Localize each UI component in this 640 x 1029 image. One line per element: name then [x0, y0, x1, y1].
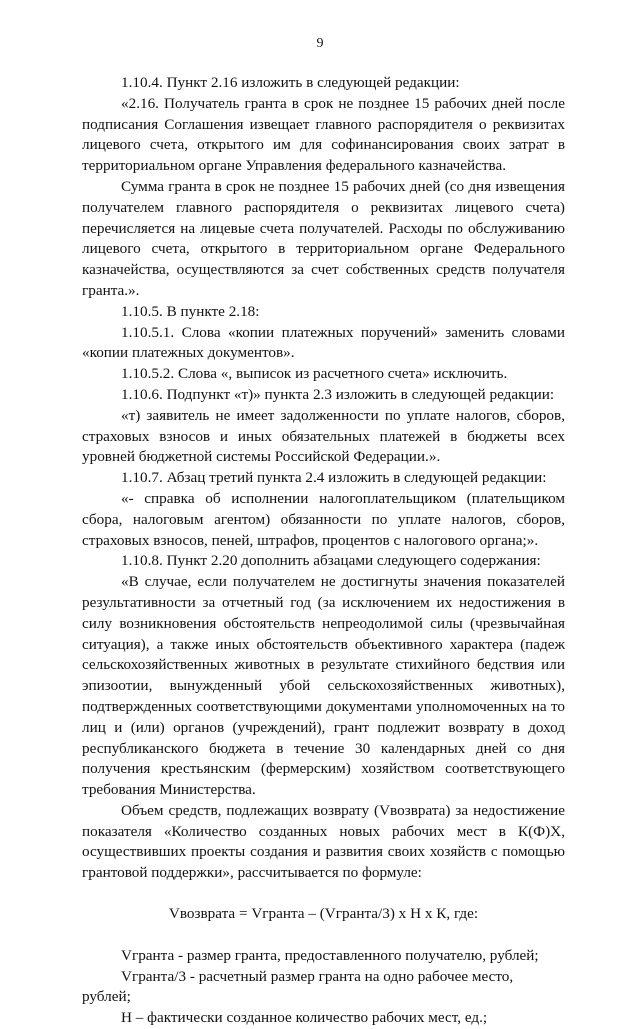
paragraph: «- справка об исполнении налогоплательщиком (плательщиком сбора, налоговым агентом) обязанности по уплате налогов, сборов, страховых взносов, пеней, штрафов, процентов с налогового органа;». [82, 489, 565, 549]
paragraph: «2.16. Получатель гранта в срок не позднее 15 рабочих дней после подписания Соглашения извещает главного распорядителя о реквизитах лицевого счета, открытого им для софинансирования своих затрат в территориальном органе Управления федерального казначейства. [82, 94, 565, 175]
document-body [82, 73, 565, 1029]
paragraph: «т) заявитель не имеет задолженности по уплате налогов, сборов, страховых взносов и иных обязательных платежей в бюджеты всех уровней бюджетной системы Российской Федерации.». [82, 406, 565, 466]
paragraph: 1.10.7. Абзац третий пункта 2.4 изложить в следующей редакции: [121, 469, 547, 487]
definition-item: Vгранта - размер гранта, предоставленного получателю, рублей; [121, 946, 539, 964]
paragraph: Сумма гранта в срок не позднее 15 рабочих дней (со дня извещения получателем главного распорядителя о реквизитах лицевого счета) перечисляется на лицевые счета получателей. Расходы по обслуживанию лицевого счета, открытого в территориальном органе Федерального казначейства, осуществляются за счет собственных средств получателя гранта.». [82, 177, 565, 299]
definition-item: Vгранта/3 - расчетный размер гранта на одно рабочее место, рублей; [82, 967, 514, 1006]
page-number: 9 [316, 36, 324, 51]
paragraph: 1.10.5.2. Слова «, выписок из расчетного счета» исключить. [121, 365, 508, 383]
paragraph: 1.10.8. Пункт 2.20 дополнить абзацами следующего содержания: [121, 552, 541, 570]
paragraph: 1.10.6. Подпункт «т)» пункта 2.3 изложить в следующей редакции: [121, 385, 555, 403]
paragraph: «В случае, если получателем не достигнуты значения показателей результативности за отчетный год (за исключением их недостижения в силу возникновения обстоятельств непреодолимой силы (чрезвычайная ситуация), а также иных обстоятельств объективного характера (падеж сельскохозяйственных животных в результате стихийного бедствия или эпизоотии, вынужденный убой сельскохозяйственных животных), подтвержденных соответствующими документами уполномоченных на то лиц и (или) органов (учреждений), грант подлежит возврату в доход республиканского бюджета в течение 30 календарных дней со дня получения крестьянским (фермерским) хозяйством соответствующего требования Министерства. [82, 573, 565, 799]
paragraph: 1.10.4. Пункт 2.16 изложить в следующей редакции: [121, 74, 460, 91]
definition-item: Н – фактически созданное количество рабочих мест, ед.; [121, 1009, 488, 1027]
paragraph: 1.10.5. В пункте 2.18: [121, 302, 260, 320]
formula: Vвозврата = Vгранта – (Vгранта/3) х Н х К, где: [168, 905, 479, 923]
paragraph: 1.10.5.1. Слова «копии платежных поручений» заменить словами «копии платежных документов». [82, 323, 565, 362]
paragraph: Объем средств, подлежащих возврату (Vвозврата) за недостижение показателя «Количество созданных новых рабочих мест в К(Ф)Х, осуществивших проекты создания и развития своих хозяйств с помощью грантовой поддержки», рассчитывается по формуле: [82, 801, 565, 882]
